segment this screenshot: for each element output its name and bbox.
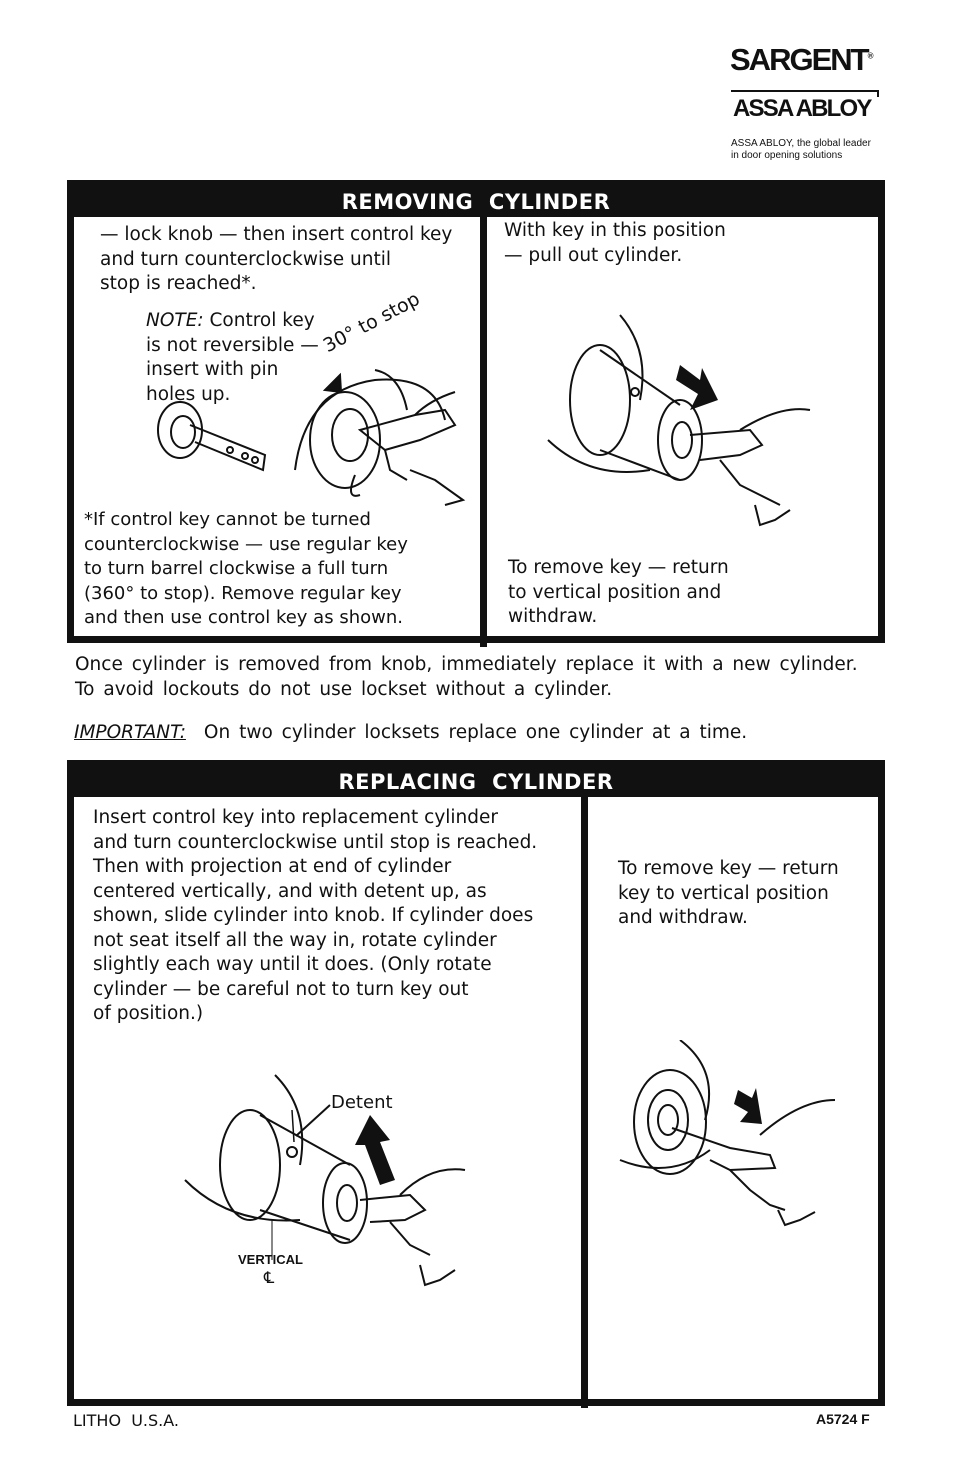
removing-step1: — lock knob — then insert control key and turn counterclockwise until stop is reached*. — [100, 224, 453, 294]
footnote-text: *If control key cannot be turned counterclockwise — use regular key to turn barrel clockwise a full turn (360° to stop). Remove regular key and then use control key as shown. — [84, 509, 408, 628]
tagline: ASSA ABLOY, the global leader in door opening solutions — [731, 138, 871, 161]
removing-title: REMOVING CYLINDER — [74, 187, 878, 217]
replacing-divider — [581, 797, 588, 1408]
removing-remove-key: To remove key — return to vertical position and withdraw. — [508, 557, 729, 627]
replace-cylinder-illustration — [180, 1070, 480, 1300]
brand-name: SARGENT — [730, 42, 868, 77]
litho-label: LITHO U.S.A. — [73, 1411, 179, 1430]
detent-label: Detent — [331, 1092, 393, 1113]
replacing-title: REPLACING CYLINDER — [74, 767, 878, 797]
lockout-warning: Once cylinder is removed from knob, immediately replace it with a new cylinder. To avoid lockouts do not use lockset without a cylinder. — [75, 654, 858, 700]
important-label: IMPORTANT: — [74, 722, 186, 743]
logo-rule — [731, 90, 879, 92]
important-text: On two cylinder locksets replace one cylinder at a time. — [203, 722, 748, 743]
pull-cylinder-illustration — [540, 310, 830, 540]
control-key-illustration — [145, 330, 475, 510]
removing-footnote — [84, 508, 408, 631]
replacing-remove-key: To remove key — return key to vertical position and withdraw. — [618, 858, 839, 928]
parent-logo: ASSA ABLOY — [733, 95, 871, 122]
important-note — [74, 721, 747, 746]
remove-key-illustration — [610, 1040, 850, 1240]
note-text: Control key is not reversible — insert with pin holes up. — [146, 310, 319, 405]
replacing-instructions: Insert control key into replacement cylinder and turn counterclockwise until stop is reached. Then with projection at end of cylinder centered vertically, and with detent up, as shown, slide cylinder into knob. If cylinder does not seat itself all the way in, rotate cylinder slightly each way until it does. (Only rotate cylinder — be careful not to turn key out of position.) — [93, 807, 538, 1024]
note-label: NOTE: — [146, 310, 204, 331]
document-code: A5724 F — [816, 1411, 870, 1427]
removing-divider — [480, 217, 487, 647]
removing-step2: With key in this position — pull out cylinder. — [504, 220, 726, 266]
brand-reg: ® — [867, 51, 874, 61]
vertical-label: VERTICAL — [238, 1252, 303, 1267]
angle-label: 30° to stop — [319, 287, 424, 357]
centerline-symbol: ℄ — [264, 1268, 275, 1287]
brand-logo — [730, 42, 873, 78]
